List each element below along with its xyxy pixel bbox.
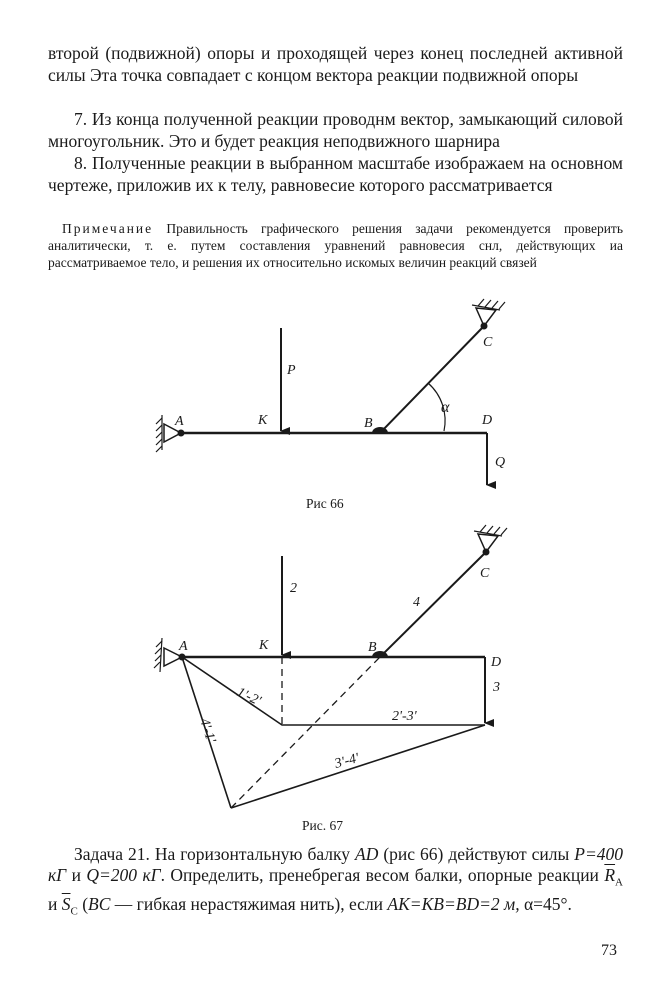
label-b: B <box>368 640 377 655</box>
wall-hatch-a <box>156 415 162 452</box>
page-number: 73 <box>601 942 617 959</box>
label-c: C <box>483 335 493 350</box>
label-p: P <box>287 363 296 378</box>
label-d: D <box>491 655 502 670</box>
figure-67-caption: Рис. 67 <box>302 818 343 833</box>
label-1-2: 1'-2' <box>234 685 263 710</box>
figure-66 <box>0 290 667 520</box>
label-a: A <box>179 639 188 654</box>
dashed-closing-line <box>231 657 380 808</box>
label-c: C <box>480 566 490 581</box>
paragraph-continuation: второй (подвижной) опоры и проходящей через конец последней активной силы Эта точка совпадает с концом вектора реакции подвижной опоры <box>48 43 623 85</box>
problem-text: . Определить, пренебрегая весом балки, опорные реакции <box>160 865 605 885</box>
paragraph-step-8: 8. Полученные реакции в выбранном масштабе изображаем на основном чертеже, приложив их к телу, равновесие которого рассматривается <box>48 153 623 195</box>
label-d: D <box>482 413 493 428</box>
reaction-ra: $\overline{R}$ <box>604 865 616 885</box>
note-body: Правильность графического решения задачи рекомендуется проверить аналитически, т. е. путем составления уравнений равновесия снл, действующих иа рассматриваемое тело, и решения их относительно искомых величин реакций связей <box>48 221 623 270</box>
note-paragraph <box>48 220 623 271</box>
label-k: K <box>258 413 268 428</box>
paragraph-step-7: 7. Из конца полученной реакции проводнм вектор, замыкающий силовой многоугольник. Это и будет реакция неподвижного шарнира <box>48 109 623 151</box>
label-2-3: 2'-3' <box>392 709 417 724</box>
reaction-ra-sub: A <box>615 876 623 889</box>
label-a: A <box>175 414 184 429</box>
force-q-value: Q=200 кГ <box>86 865 161 885</box>
problem-text: (рис 66) действуют силы <box>378 844 575 864</box>
note-label: Примечание <box>62 221 154 236</box>
problem-text: На горизонтальную балку <box>149 844 356 864</box>
figure-67 <box>0 520 667 820</box>
symbol-bc: BC <box>88 893 111 914</box>
label-4-1: 4'-1' <box>196 716 219 745</box>
label-3-4: 3'-4' <box>333 750 361 772</box>
problem-text: ( <box>77 893 89 914</box>
reaction-sc: $\overline{S}$ <box>61 893 71 914</box>
problem-title: Задача 21. <box>74 844 150 864</box>
reaction-sc-sub: C <box>70 905 78 917</box>
condition-angle: α=45°. <box>519 893 572 914</box>
label-q: Q <box>495 455 506 470</box>
figure-66-caption: Рис 66 <box>306 496 344 511</box>
rope-polygon <box>182 657 485 725</box>
cable-bc <box>380 552 486 657</box>
hinge-pin-c <box>483 549 490 556</box>
hinge-pin-c <box>481 323 488 330</box>
label-4: 4 <box>413 595 420 610</box>
cable-bc <box>380 326 484 433</box>
label-k: K <box>259 638 269 653</box>
label-b: B <box>364 416 373 431</box>
wall-hatch-a <box>154 638 162 672</box>
problem-text: и <box>48 893 62 914</box>
label-2: 2 <box>290 581 297 596</box>
problem-text: — гибкая нерастяжимая нить), если <box>110 893 388 914</box>
problem-21 <box>48 844 623 922</box>
condition-lengths: AK=KB=BD=2 м, <box>387 893 520 914</box>
label-3: 3 <box>493 680 500 695</box>
force-p-value: P=400 кГ <box>48 844 624 885</box>
label-alpha: α <box>441 399 450 416</box>
problem-text: и <box>66 865 87 885</box>
symbol-ad: AD <box>355 844 379 864</box>
rope-3-4 <box>231 725 485 808</box>
